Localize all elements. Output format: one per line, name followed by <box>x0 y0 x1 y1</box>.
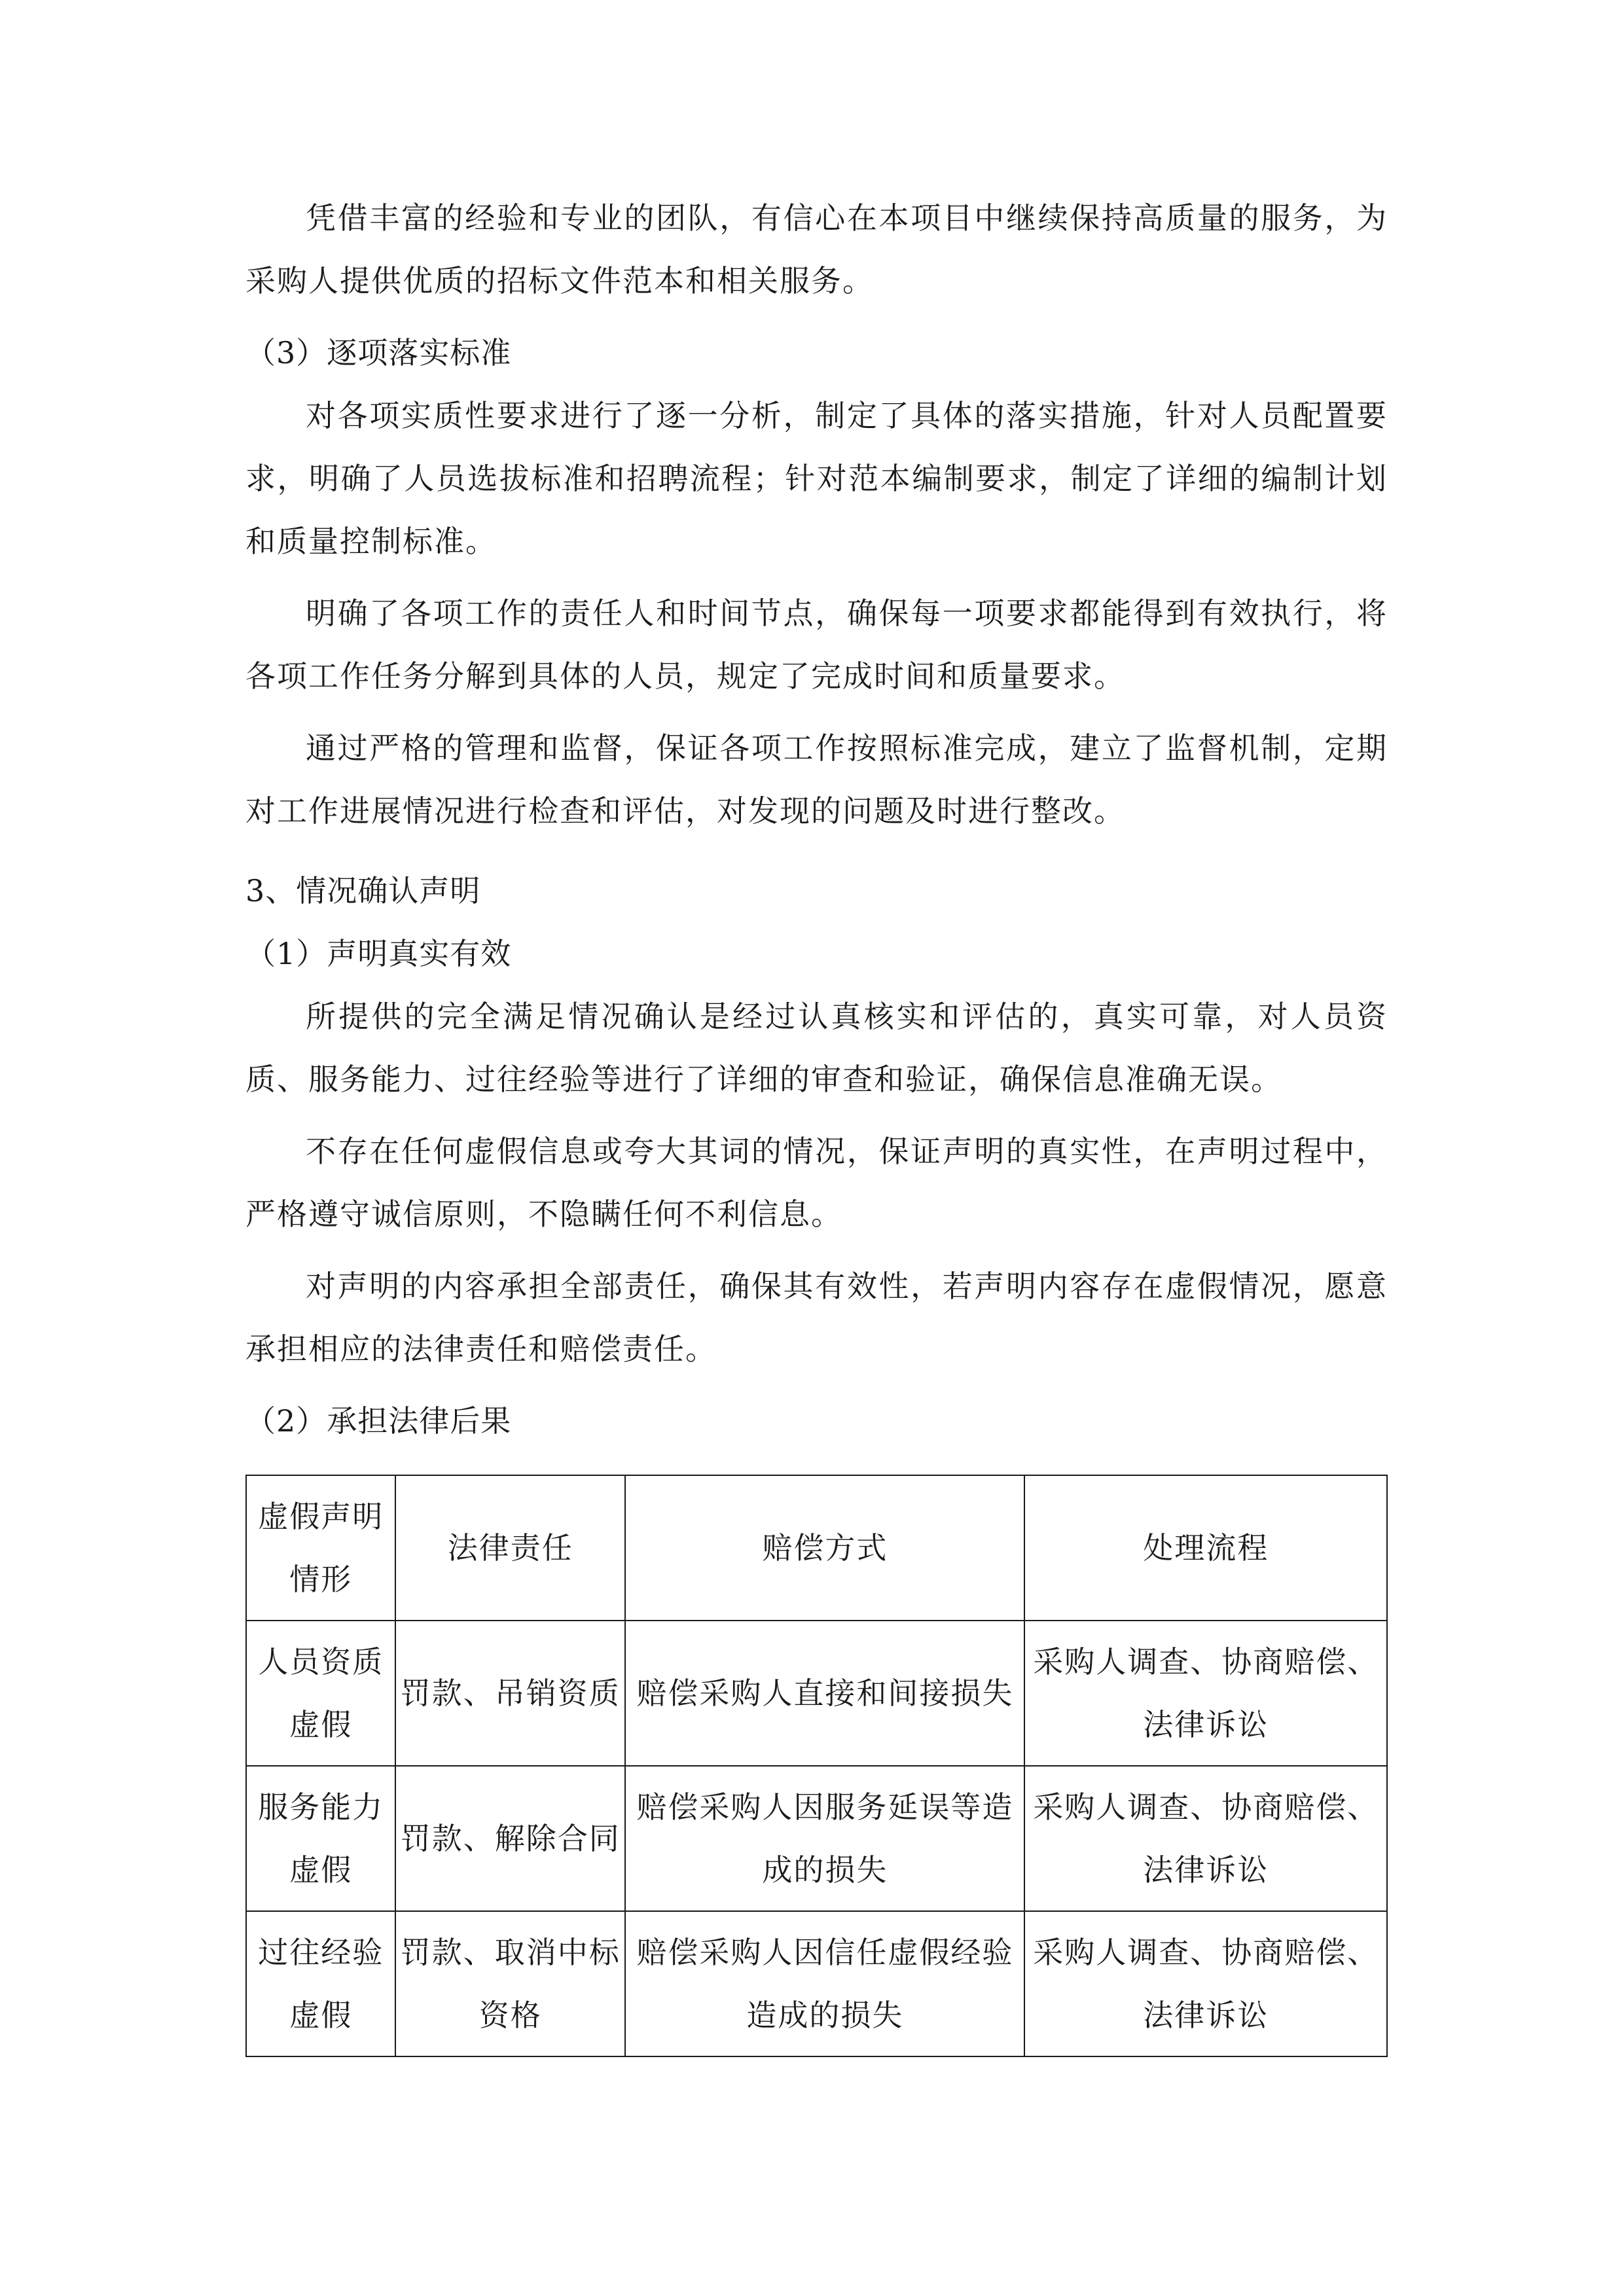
table-cell: 罚款、解除合同 <box>395 1766 625 1911</box>
table-cell: 罚款、吊销资质 <box>395 1621 625 1766</box>
table-cell: 采购人调查、协商赔偿、法律诉讼 <box>1024 1766 1387 1911</box>
table-cell: 采购人调查、协商赔偿、法律诉讼 <box>1024 1621 1387 1766</box>
paragraph-analysis: 对各项实质性要求进行了逐一分析，制定了具体的落实措施，针对人员配置要求，明确了人员选拔标准和招聘流程；针对范本编制要求，制定了详细的编制计划和质量控制标准。 <box>245 398 1388 559</box>
paragraph-supervision: 通过严格的管理和监督，保证各项工作按照标准完成，建立了监督机制，定期对工作进展情况进行检查和评估，对发现的问题及时进行整改。 <box>245 730 1388 829</box>
table-row <box>246 1766 1387 1911</box>
heading-legal-consequences: （2）承担法律后果 <box>245 1403 512 1439</box>
table-cell: 赔偿采购人直接和间接损失 <box>625 1621 1024 1766</box>
paragraph-experience: 凭借丰富的经验和专业的团队，有信心在本项目中继续保持高质量的服务，为采购人提供优质的招标文件范本和相关服务。 <box>245 200 1388 298</box>
table-row <box>246 1621 1387 1766</box>
heading-implement-standards: （3）逐项落实标准 <box>245 335 512 370</box>
paragraph-no-false-info: 不存在任何虚假信息或夸大其词的情况，保证声明的真实性，在声明过程中，严格遵守诚信原则，不隐瞒任何不利信息。 <box>245 1134 1388 1232</box>
table-cell: 过往经验虚假 <box>246 1911 395 2056</box>
table-cell: 采购人调查、协商赔偿、法律诉讼 <box>1024 1911 1387 2056</box>
paragraph-bear-responsibility: 对声明的内容承担全部责任，确保其有效性，若声明内容存在虚假情况，愿意承担相应的法律责任和赔偿责任。 <box>245 1268 1388 1367</box>
table-header-cell: 处理流程 <box>1024 1475 1387 1621</box>
table-cell: 服务能力虚假 <box>246 1766 395 1911</box>
paragraph-responsibility: 明确了各项工作的责任人和时间节点，确保每一项要求都能得到有效执行，将各项工作任务分解到具体的人员，规定了完成时间和质量要求。 <box>245 596 1388 694</box>
table-row <box>246 1911 1387 2056</box>
heading-confirmation-statement: 3、情况确认声明 <box>245 873 481 908</box>
table-cell: 罚款、取消中标资格 <box>395 1911 625 2056</box>
table-cell: 赔偿采购人因服务延误等造成的损失 <box>625 1766 1024 1911</box>
table-header-cell: 虚假声明情形 <box>246 1475 395 1621</box>
legal-consequences-table <box>245 1475 1388 2057</box>
document-page <box>245 187 1388 1452</box>
heading-statement-valid: （1）声明真实有效 <box>245 936 512 971</box>
table-header-cell: 赔偿方式 <box>625 1475 1024 1621</box>
paragraph-verified: 所提供的完全满足情况确认是经过认真核实和评估的，真实可靠，对人员资质、服务能力、过往经验等进行了详细的审查和验证，确保信息准确无误。 <box>245 999 1388 1097</box>
table-header-row <box>246 1475 1387 1621</box>
table-cell: 赔偿采购人因信任虚假经验造成的损失 <box>625 1911 1024 2056</box>
table-cell: 人员资质虚假 <box>246 1621 395 1766</box>
table-header-cell: 法律责任 <box>395 1475 625 1621</box>
